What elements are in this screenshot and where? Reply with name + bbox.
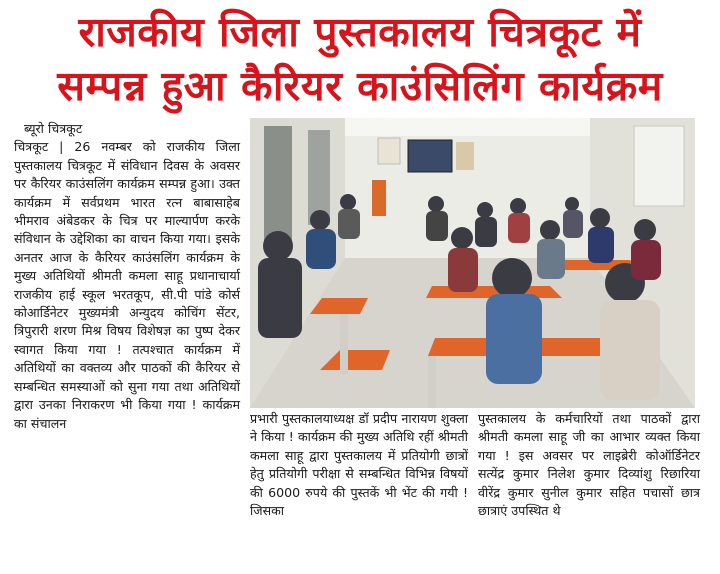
article-column-2 xyxy=(250,410,468,520)
column-3-text: पुस्तकालय के कर्मचारियों तथा पाठकों द्वारा श्रीमती कमला साहू जी का आभार व्यक्त किया गया ! इस अवसर पर लाइब्रेरी कोऑर्डिनेटर सत्येंद्र कुमार निलेश कुमार दिव्यांशु रिछारिया वीरेंद्र कुमार सुनील कुमार सहित पचासों छात्र छात्राएं उपस्थित थे xyxy=(478,411,700,519)
article-column-3 xyxy=(478,410,700,520)
article-column-1 xyxy=(14,120,240,433)
column-1-text: चित्रकूट | 26 नवम्बर को राजकीय जिला पुस्तकालय चित्रकूट में संविधान दिवस के अवसर पर कैरियर काउंसलिंग कार्यक्रम सम्पन्न हुआ। उक्त कार्यक्रम में सर्वप्रथम भारत रत्न बाबासाहेब भीमराव अंबेडकर के चित्र पर माल्यार्पण करके संविधान के उद्देशिका का वाचन किया गया। इसके अनतर आज के कैरियर काउंसलिंग कार्यक्रम के मुख्य अतिथियों श्रीमती कमला साहू प्रधानाचार्या राजकीय हाई स्कूल भरतकूप, सी.पी पांडे कोर्स कोआर्डिनेटर मुख्यमंत्री अन्युदय कोचिंग सेंटर, त्रिपुरारी शरण मिश्र विषय विशेषज्ञ का पुष्प देकर स्वागत किया गया ! तत्पश्चात कार्यक्रम में अतिथियों का वक्तव्य और पाठकों की कैरियर से सम्बन्धित समस्याओं को सुना गया तथा अतिथियों द्वारा उनका निराकरण भी किया गया ! कार्यक्रम का संचालन xyxy=(14,139,240,431)
classroom-photo-illustration xyxy=(250,118,695,408)
headline-line-1: राजकीय जिला पुस्तकालय चित्रकूट में xyxy=(78,8,642,56)
event-photo xyxy=(250,118,695,408)
headline-line-2: सम्पन्न हुआ कैरियर काउंसिलिंग कार्यक्रम xyxy=(57,62,663,110)
column-2-text: प्रभारी पुस्तकालयाध्यक्ष डॉ प्रदीप नारायण शुक्ला ने किया ! कार्यक्रम की मुख्य अतिथि रहीं श्रीमती कमला साहू द्वारा पुस्तकालय में प्रतियोगी छात्रों हेतु प्रतियोगी परीक्षा से सम्बन्धित विभिन्न विषयों की 6000 रुपये की पुस्तकें भी भेंट की गयी ! जिसका xyxy=(250,411,468,519)
byline: ब्यूरो चित्रकूट xyxy=(24,121,83,136)
